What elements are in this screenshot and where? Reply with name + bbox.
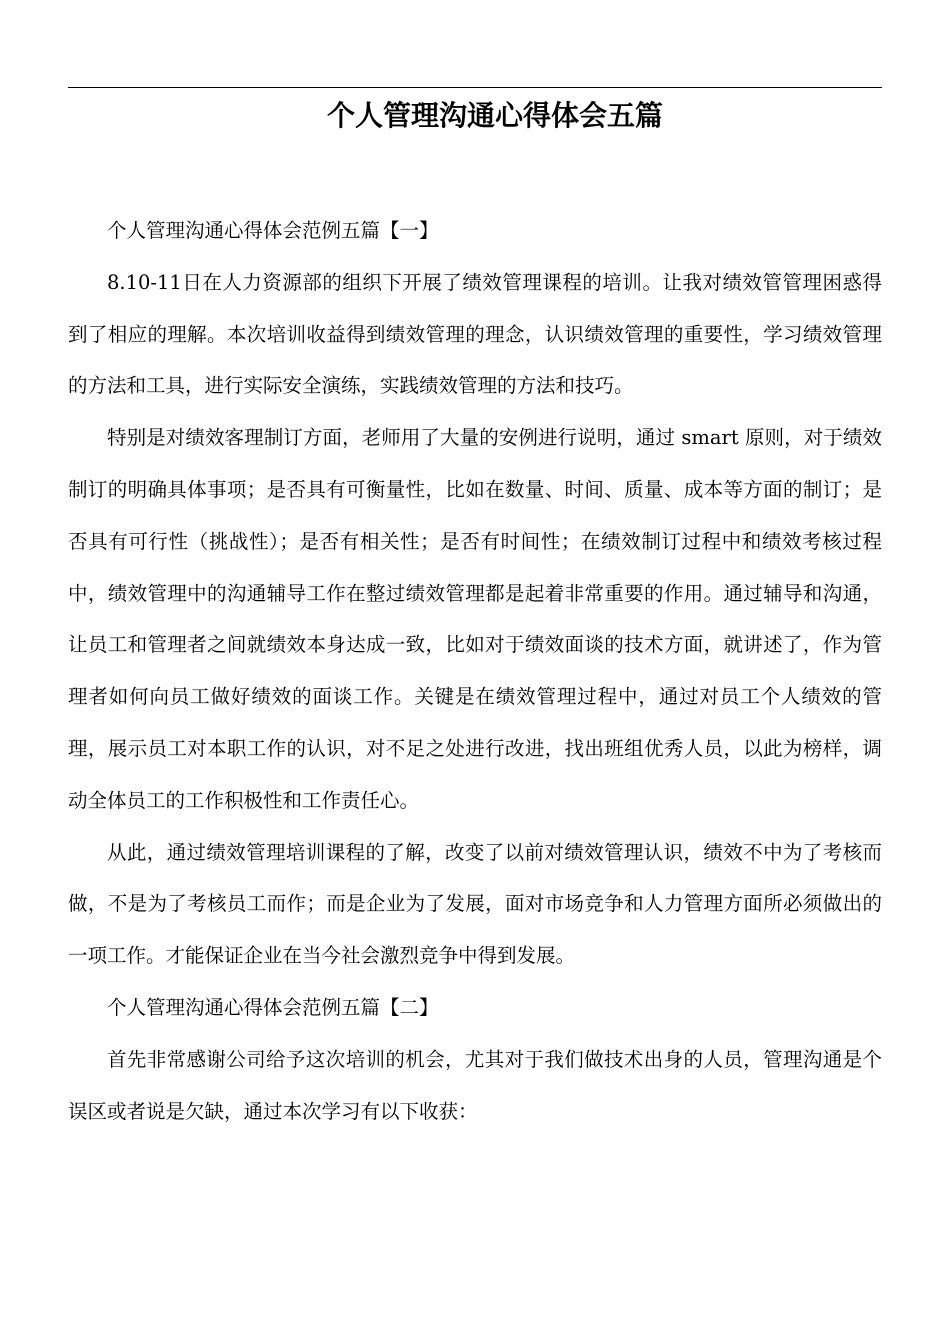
section-heading-2: 个人管理沟通心得体会范例五篇【二】 <box>107 995 439 1019</box>
body-paragraph-4: 首先非常感谢公司给予这次培训的机会，尤其对于我们做技术出身的人员，管理沟通是个误区或者说是欠缺，通过本次学习有以下收获： <box>68 1047 882 1123</box>
document-body <box>68 205 882 1137</box>
section-heading-1: 个人管理沟通心得体会范例五篇【一】 <box>107 219 439 242</box>
body-paragraph-2: 特别是对绩效客理制订方面，老师用了大量的安例进行说明，通过 smart 原则，对于绩效制订的明确具体事项；是否具有可衡量性，比如在数量、时间、质量、成本等方面的制订；是否具有可行性（挑战性）；是否有相关性；是否有时间性；在绩效制订过程中和绩效考核过程中，绩效管理中的沟通辅导工作在整过绩效管理都是起着非常重要的作用。通过辅导和沟通，让员工和管理者之间就绩效本身达成一致，比如对于绩效面谈的技术方面，就讲述了，作为管理者如何向员工做好绩效的面谈工作。关键是在绩效管理过程中，通过对员工个人绩效的管理，展示员工对本职工作的认识，对不足之处进行改进，找出班组优秀人员，以此为榜样，调动全体员工的工作积极性和工作责任心。 <box>68 426 882 812</box>
body-paragraph-3: 从此，通过绩效管理培训课程的了解，改变了以前对绩效管理认识，绩效不中为了考核而做，不是为了考核员工而作；而是企业为了发展，面对市场竞争和人力管理方面所必须做出的一项工作。才能保证企业在当今社会激烈竞争中得到发展。 <box>68 840 882 968</box>
header-rule <box>68 87 882 88</box>
document-title: 个人管理沟通心得体会五篇 <box>326 99 663 132</box>
body-paragraph-1: 8.10-11日在人力资源部的组织下开展了绩效管理课程的培训。让我对绩效管管理困惑得到了相应的理解。本次培训收益得到绩效管理的理念，认识绩效管理的重要性，学习绩效管理的方法和工具，进行实际安全演练，实践绩效管理的方法和技巧。 <box>68 270 882 398</box>
